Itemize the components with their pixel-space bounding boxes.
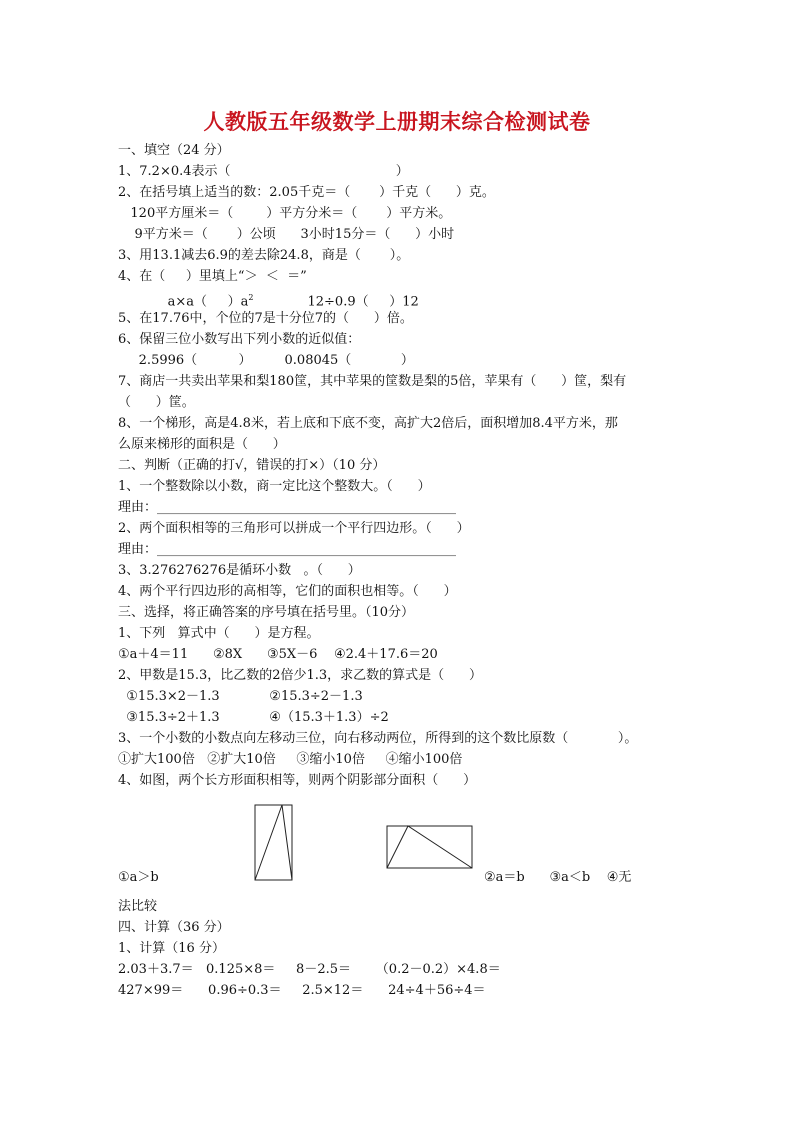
options-line: ①扩大100倍 ②扩大10倍 ③缩小10倍 ④缩小100倍	[118, 752, 463, 767]
options-line: ③15.3÷2＋1.3 ④（15.3＋1.3）÷2	[118, 710, 389, 725]
question-line: 2、在括号填上适当的数：2.05千克＝（ ）千克（ ）克。	[118, 185, 495, 200]
rectangle-figure-a	[254, 804, 294, 882]
question-line: 4、在（ ）里填上“＞ ＜ ＝”	[118, 269, 307, 284]
question-line: 3、3.276276276是循环小数 。（ ）	[118, 563, 361, 578]
options-line: ①a＋4＝11 ②8X ③5X－6 ④2.4＋17.6＝20	[118, 647, 438, 662]
reason-line: 理由：______________________________________________	[118, 542, 457, 557]
options-line: ①15.3×2－1.3 ②15.3÷2－1.3	[118, 689, 363, 704]
question-line: 4、如图，两个长方形面积相等，则两个阴影部分面积（ ）	[118, 773, 477, 788]
question-line: 6、保留三位小数写出下列小数的近似值：	[118, 332, 361, 347]
options-line: ②a＝b ③a＜b ④无	[484, 870, 632, 885]
options-line-continued: 法比较	[118, 899, 158, 914]
question-line: 2、两个面积相等的三角形可以拼成一个平行四边形。（ ）	[118, 521, 470, 536]
question-line: 2.5996（ ） 0.08045（ ）	[118, 353, 414, 368]
section-heading-choice: 三、选择，将正确答案的序号填在括号里。（10分）	[118, 605, 415, 620]
question-line: 8、一个梯形，高是4.8米，若上底和下底不变，高扩大2倍后，面积增加8.4平方米，那	[118, 416, 618, 431]
compare-division: 12÷0.9（ ）12	[307, 294, 419, 310]
question-line: 5、在17.76中，个位的7是十分位7的（ ）倍。	[118, 311, 413, 326]
reason-line: 理由：______________________________________________	[118, 500, 457, 515]
question-line	[118, 289, 419, 310]
calculation-row: 427×99＝ 0.96÷0.3＝ 2.5×12＝ 24÷4＋56÷4＝	[118, 983, 486, 998]
question-line: 120平方厘米＝（ ）平方分米＝（ ）平方米。	[118, 206, 452, 221]
compare-a-times-a: a×a（ ）a	[118, 294, 249, 310]
question-line: 7、商店一共卖出苹果和梨180筐，其中苹果的筐数是梨的5倍，苹果有（ ）筐，梨有	[118, 374, 627, 389]
rectangle-figure-b	[386, 825, 474, 871]
section-heading-true-false: 二、判断（正确的打√，错误的打×）（10 分）	[118, 458, 386, 473]
question-line: 9平方米＝（ ）公顷 3小时15分＝（ ）小时	[118, 227, 455, 242]
calculation-row: 2.03＋3.7＝ 0.125×8＝ 8－2.5＝ （0.2－0.2）×4.8＝	[118, 962, 501, 977]
section-heading-fill-in: 一、填空（24 分）	[118, 143, 230, 158]
question-line: （ ）筐。	[118, 395, 195, 410]
option-a-greater-b: ①a＞b	[118, 870, 159, 885]
question-line: 3、用13.1减去6.9的差去除24.8，商是（ ）。	[118, 248, 410, 263]
section-heading-calculation: 四、计算（36 分）	[118, 920, 230, 935]
question-line: 4、两个平行四边形的高相等，它们的面积也相等。（ ）	[118, 584, 457, 599]
question-line: 1、计算（16 分）	[118, 941, 225, 956]
question-line: 1、7.2×0.4表示（ ）	[118, 164, 409, 179]
exponent: 2	[248, 293, 254, 302]
question-line: 么原来梯形的面积是（ ）	[118, 437, 286, 452]
page-title: 人教版五年级数学上册期末综合检测试卷	[203, 109, 591, 134]
question-line: 2、甲数是15.3，比乙数的2倍少1.3，求乙数的算式是（ ）	[118, 668, 482, 683]
question-line: 3、一个小数的小数点向左移动三位，向右移动两位，所得到的这个数比原数（ ）。	[118, 731, 638, 746]
question-line: 1、下列 算式中（ ）是方程。	[118, 626, 320, 641]
question-line: 1、一个整数除以小数，商一定比这个整数大。（ ）	[118, 479, 431, 494]
